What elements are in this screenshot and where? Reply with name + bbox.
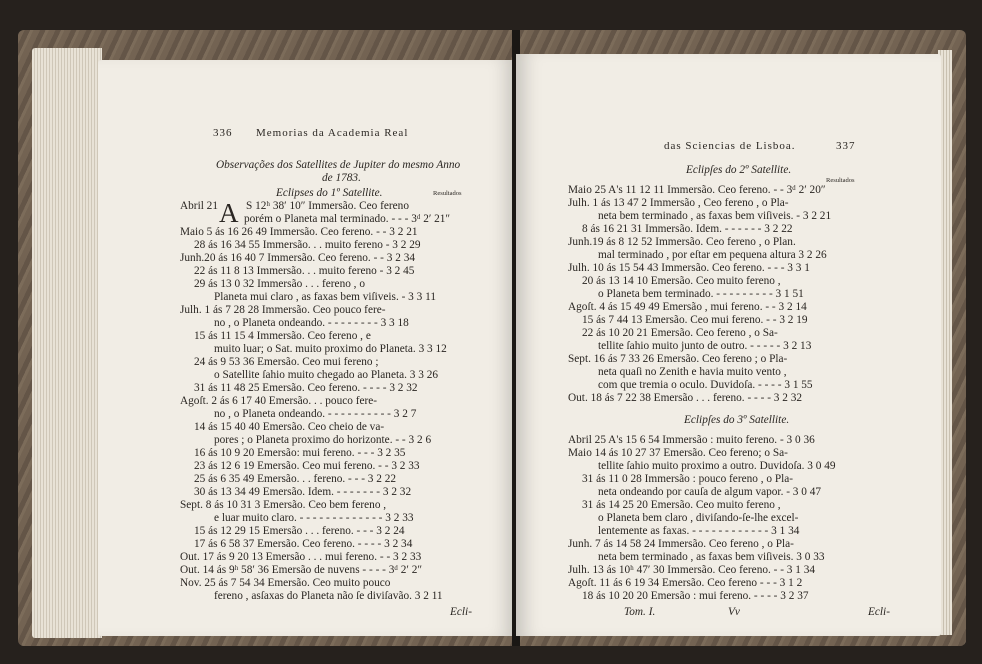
left-line: 29 ás 13 0 32 Immersão . . . fereno , o	[194, 278, 365, 290]
left-line: no , o Planeta ondeando. - - - - - - - - - - 3 2 7	[214, 408, 417, 420]
left-line: 30 ás 13 34 49 Emersão. Idem. - - - - - - - 3 2 32	[194, 486, 412, 498]
left-line: 17 ás 6 58 37 Emersão. Ceo fereno. - - - - 3 2 34	[194, 538, 413, 550]
right-line: neta bem terminado , as faxas bem viſiveis. 3 0 33	[598, 551, 825, 563]
right-section-title-1: Eclipſes do 2º Satellite.	[686, 164, 792, 176]
left-catchword: Ecli-	[450, 606, 472, 618]
right-running-head: das Sciencias de Lisboa.	[664, 140, 796, 152]
right-line: Julh. 13 ás 10ʰ 47′ 30 Immersão. Ceo fereno. - - 3 1 34	[568, 564, 816, 576]
left-line: fereno , asſaxas do Planeta não ſe diviſavão. 3 2 11	[214, 590, 443, 602]
left-line: 16 ás 10 9 20 Emersão: mui fereno. - - - 3 2 35	[194, 447, 406, 459]
right-line: 20 ás 13 14 10 Emersão. Ceo muito fereno ,	[582, 275, 781, 287]
left-line: S 12ʰ 38′ 10″ Immersão. Ceo fereno	[246, 200, 409, 212]
right-line: Junh. 7 ás 14 58 24 Immersão. Ceo fereno , o Pla-	[568, 538, 794, 550]
left-line: Junh.20 ás 16 40 7 Immersão. Ceo fereno. - - 3 2 34	[180, 252, 415, 264]
right-line: com que tremia o oculo. Duvidoſa. - - - - 3 1 55	[598, 379, 813, 391]
right-line: 15 ás 7 44 13 Emersão. Ceo mui fereno. - - 3 2 19	[582, 314, 808, 326]
signature-tome: Tom. I.	[624, 606, 656, 618]
right-line: tellite ſahio muito proximo a outro. Duvidoſa. 3 0 49	[598, 460, 836, 472]
right-line: 18 ás 10 20 20 Emersão : mui fereno. - - - - 3 2 37	[582, 590, 809, 602]
left-title-line-2: de 1783.	[322, 172, 361, 184]
left-page-number: 336	[213, 127, 233, 139]
right-column-label: Resultados	[826, 177, 855, 184]
left-line: 24 ás 9 53 36 Emersão. Ceo mui fereno ;	[194, 356, 379, 368]
right-line: Julh. 1 ás 13 47 2 Immersão , Ceo fereno , o Pla-	[568, 197, 789, 209]
left-line: 25 ás 6 35 49 Emersão. . . fereno. - - - 3 2 22	[194, 473, 397, 485]
right-line: Maio 25 A's 11 12 11 Immersão. Ceo fereno. - - 3ᵈ 2′ 20″	[568, 184, 826, 196]
left-line: porém o Planeta mal terminado. - - - 3ᵈ 2′ 21″	[244, 213, 451, 225]
right-line: tellite ſahio muito junto de outro. - - - - - 3 2 13	[598, 340, 812, 352]
left-line: Sept. 8 ás 10 31 3 Emersão. Ceo bem fereno ,	[180, 499, 387, 511]
right-line: lentemente as faxas. - - - - - - - - - - - - 3 1 34	[598, 525, 800, 537]
left-line: Out. 14 ás 9ʰ 58′ 36 Emersão de nuvens - - - - 3ᵈ 2′ 2″	[180, 564, 423, 576]
right-line: 22 ás 10 20 21 Emersão. Ceo fereno , o Sa-	[582, 327, 778, 339]
right-line: Junh.19 ás 8 12 52 Immersão. Ceo fereno , o Plan.	[568, 236, 796, 248]
right-catchword: Ecli-	[868, 606, 890, 618]
page-edges-left	[32, 48, 102, 638]
left-line: Nov. 25 ás 7 54 34 Emersão. Ceo muito pouco	[180, 577, 391, 589]
right-page-number: 337	[836, 140, 856, 152]
right-line: o Planeta bem claro , diviſando-ſe-lhe excel-	[598, 512, 799, 524]
left-line: muito luar; o Sat. muito proximo do Planeta. 3 3 12	[214, 343, 447, 355]
left-line: Agoſt. 2 ás 6 17 40 Emersão. . . pouco fere-	[180, 395, 378, 407]
left-column-label: Resultados	[433, 190, 462, 197]
left-section-title: Eclipses do 1º Satellite.	[276, 187, 383, 199]
left-line: Out. 17 ás 9 20 13 Emersão . . . mui fereno. - - 3 2 33	[180, 551, 422, 563]
left-line: e luar muito claro. - - - - - - - - - - - - - 3 2 33	[214, 512, 414, 524]
left-line: 31 ás 11 48 25 Emersão. Ceo fereno. - - - - 3 2 32	[194, 382, 418, 394]
left-title-line-1: Observações dos Satellites de Jupiter do mesmo Anno	[216, 159, 461, 171]
book	[18, 30, 966, 646]
right-line: 8 ás 16 21 31 Immersão. Idem. - - - - - - 3 2 22	[582, 223, 793, 235]
left-page	[98, 60, 515, 636]
right-line: Julh. 10 ás 15 54 43 Immersão. Ceo fereno. - - - 3 3 1	[568, 262, 810, 274]
left-line: 15 ás 12 29 15 Emersão . . . fereno. - - - 3 2 24	[194, 525, 405, 537]
left-line: Maio 5 ás 16 26 49 Immersão. Ceo fereno. - - 3 2 21	[180, 226, 418, 238]
right-line: neta ondeando por cauſa de algum vapor. - 3 0 47	[598, 486, 822, 498]
right-line: 31 ás 14 25 20 Emersão. Ceo muito fereno ,	[582, 499, 781, 511]
right-line: Maio 14 ás 10 27 37 Emersão. Ceo fereno; o Sa-	[568, 447, 788, 459]
right-line: o Planeta bem terminado. - - - - - - - - - 3 1 51	[598, 288, 804, 300]
right-line: Abril 25 A's 15 6 54 Immersão : muito fereno. - 3 0 36	[568, 434, 815, 446]
left-line: Planeta mui claro , as faxas bem viſiveis. - 3 3 11	[214, 291, 437, 303]
right-line: Sept. 16 ás 7 33 26 Emersão. Ceo fereno ; o Pla-	[568, 353, 788, 365]
left-line: Julh. 1 ás 7 28 28 Immersão. Ceo pouco fere-	[180, 304, 386, 316]
left-line: 23 ás 12 6 19 Emersão. Ceo mui fereno. - - 3 2 33	[194, 460, 420, 472]
left-line: 28 ás 16 34 55 Immersão. . . muito fereno - 3 2 29	[194, 239, 421, 251]
right-line: mal terminado , por eſtar em pequena altura 3 2 26	[598, 249, 827, 261]
right-line: neta bem terminado , as faxas bem viſiveis. - 3 2 21	[598, 210, 832, 222]
left-line: o Satellite ſahio muito chegado ao Planeta. 3 3 26	[214, 369, 439, 381]
right-section-title-2: Eclipſes do 3º Satellite.	[684, 414, 790, 426]
left-line: 14 ás 15 40 40 Emersão. Ceo cheio de va-	[194, 421, 385, 433]
left-line: 15 ás 11 15 4 Immersão. Ceo fereno , e	[194, 330, 371, 342]
left-running-head: Memorias da Academia Real	[256, 127, 409, 139]
right-line: 31 ás 11 0 28 Immersão : pouco fereno , o Pla-	[582, 473, 794, 485]
right-line: neta quaſi no Zenith e havia muito vento ,	[598, 366, 787, 378]
left-line: Abril 21	[180, 200, 218, 212]
left-line: 22 ás 11 8 13 Immersão. . . muito fereno - 3 2 45	[194, 265, 415, 277]
right-page	[516, 54, 941, 636]
left-line: pores ; o Planeta proximo do horizonte. - - 3 2 6	[214, 434, 432, 446]
signature-mark: Vv	[728, 606, 740, 618]
right-line: Agoſt. 4 ás 15 49 49 Emersão , mui fereno. - - 3 2 14	[568, 301, 807, 313]
right-line: Out. 18 ás 7 22 38 Emersão . . . fereno. - - - - 3 2 32	[568, 392, 803, 404]
drop-cap: A	[219, 198, 239, 228]
left-line: no , o Planeta ondeando. - - - - - - - - 3 3 18	[214, 317, 409, 329]
right-line: Agoſt. 11 ás 6 19 34 Emersão. Ceo fereno - - - 3 1 2	[568, 577, 803, 589]
